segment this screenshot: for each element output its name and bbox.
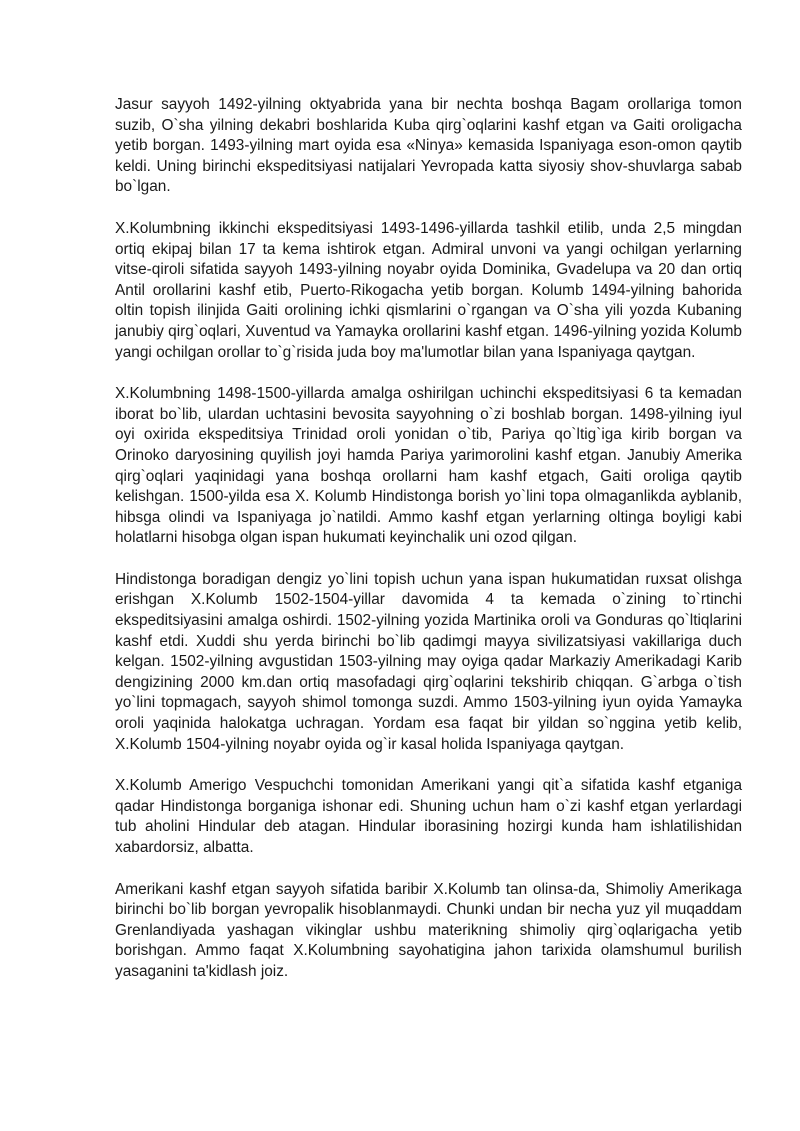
document-body bbox=[115, 95, 742, 1004]
paragraph-vikings: Amerikani kashf etgan sayyoh sifatida baribir X.Kolumb tan olinsa-da, Shimoliy Amerikaga birinchi bo`lib borgan yevropalik hisoblanmaydi. Chunki undan bir necha yuz yil muqaddam Grenlandiyada yashagan vikinglar ushbu materikning shimoliy qirg`oqlarigacha yetib borishgan. Ammo faqat X.Kolumbning sayohatigina jahon tarixida olamshumul burilish yasaganini ta'kidlash joiz. bbox=[115, 880, 742, 980]
paragraph-first-voyage: Jasur sayyoh 1492-yilning oktyabrida yana bir nechta boshqa Bagam orollariga tomon suzib, O`sha yilning dekabri boshlarida Kuba qirg`oqlarini kashf etgan va Gaiti oroligacha yetib borgan. 1493-yilning mart oyida esa «Ninya» kemasida Ispaniyaga eson-omon qaytib keldi. Uning birinchi ekspeditsiyasi natijalari Yevropada katta siyosiy shov-shuvlarga sabab bo`lgan. bbox=[115, 96, 742, 196]
paragraph-fourth-expedition: Hindistonga boradigan dengiz yo`lini topish uchun yana ispan hukumatidan ruxsat olishga erishgan X.Kolumb 1502-1504-yillar davomida 4 ta kemada o`zining to`rtinchi ekspeditsiyasini amalga oshirdi. 1502-yilning yozida Martinika oroli va Gonduras qo`ltiqlarini kashf etdi. Xuddi shu yerda birinchi bo`lib qadimgi mayya sivilizatsiyasi vakillariga duch kelgan. 1502-yilning avgustidan 1503-yilning may oyiga qadar Markaziy Amerikadagi Karib dengizining 2000 km.dan ortiq masofadagi qirg`oqlarini tekshirib chiqqan. G`arbga o`tish yo`lini topmagach, sayyoh shimol tomonga suzdi. Ammo 1503-yilning iyun oyida Yamayka oroli yaqinida halokatga uchragan. Yordam esa faqat bir yildan so`nggina yetib kelib, X.Kolumb 1504-yilning noyabr oyida og`ir kasal holida Ispaniyaga qaytgan. bbox=[115, 570, 742, 753]
paragraph-third-expedition: X.Kolumbning 1498-1500-yillarda amalga oshirilgan uchinchi ekspeditsiyasi 6 ta kemadan iborat bo`lib, ulardan uchtasini bevosita sayyohning o`zi boshlab borgan. 1498-yilning iyul oyi oxirida ekspeditsiya Trinidad oroli yonidan o`tib, Pariya qo`ltig`iga kirib borgan va Orinoko daryosining quyilish joyi hamda Pariya yarimorolini kashf etgan. Janubiy Amerika qirg`oqlari yaqinidagi yana boshqa orollarni ham kashf etgach, Gaiti oroliga qaytib kelishgan. 1500-yilda esa X. Kolumb Hindistonga borish yo`lini topa olmaganlikda ayblanib, hibsga olindi va Ispaniyaga jo`natildi. Ammo kashf etgan yerlarning oltinga boyligi kabi holatlarni hisobga olgan ispan hukumati keyinchalik uni ozod qilgan. bbox=[115, 385, 742, 547]
paragraph-second-expedition: X.Kolumbning ikkinchi ekspeditsiyasi 1493-1496-yillarda tashkil etilib, unda 2,5 mingdan ortiq ekipaj bilan 17 ta kema ishtirok etgan. Admiral unvoni va yangi ochilgan yerlarning vitse-qiroli sifatida sayyoh 1493-yilning noyabr oyida Dominika, Gvadelupa va 20 dan ortiq Antil orollarini kashf etib, Puerto-Rikogacha yetib borgan. Kolumb 1494-yilning bahorida oltin topish ilinjida Gaiti orolining ichki qismlarini o`rgangan va O`sha yili yozda Kubaning janubiy qirg`oqlari, Xuventud va Yamayka orollarini kashf etgan. 1496-yilning yozida Kolumb yangi ochilgan orollar to`g`risida juda boy ma'lumotlar bilan yana Ispaniyaga qaytgan. bbox=[115, 219, 742, 361]
paragraph-india-belief: X.Kolumb Amerigo Vespuchchi tomonidan Amerikani yangi qit`a sifatida kashf etganiga qadar Hindistonga borganiga ishonar edi. Shuning uchun ham o`zi kashf etgan yerlardagi tub aholini Hindular deb atagan. Hindular iborasining hozirgi kunda ham ishlatilishidan xabardorsiz, albatta. bbox=[115, 777, 742, 856]
